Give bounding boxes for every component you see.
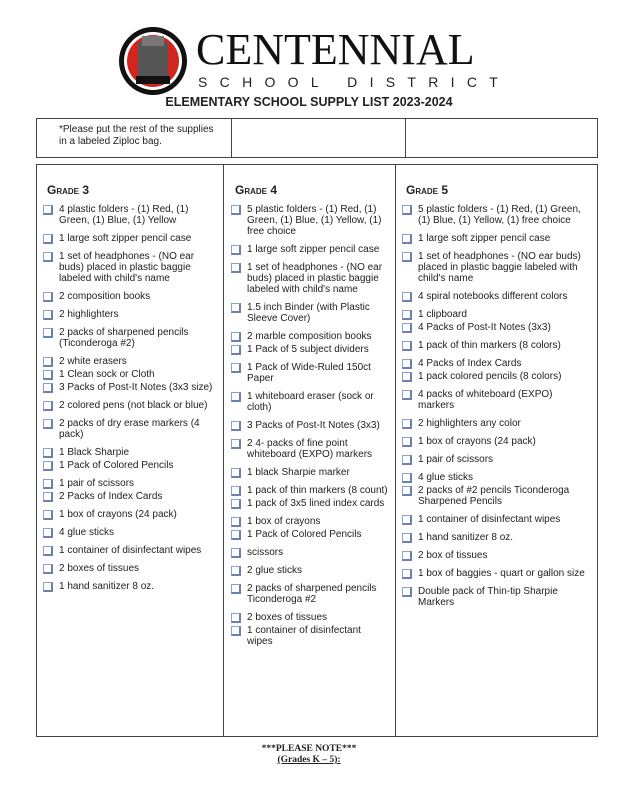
supply-item: [247, 244, 389, 255]
supply-item: [418, 568, 588, 579]
supply-item: [418, 436, 588, 447]
checkbox-icon[interactable]: [231, 530, 241, 540]
supply-item: [59, 251, 217, 284]
supply-item-text: 1 pack of thin markers (8 colors): [418, 340, 561, 351]
supply-item-text: 1 pack colored pencils (8 colors): [418, 371, 562, 382]
supply-item: [247, 583, 389, 605]
top-note-table: [36, 118, 598, 158]
supply-item-text: 5 plastic folders - (1) Red, (1) Green, (1) Blue, (1) Yellow, (1) free choice: [418, 204, 581, 226]
grade-4-column: [235, 183, 389, 647]
grade-3-column: [47, 183, 217, 592]
supply-item: [59, 382, 217, 393]
supply-item: [59, 447, 217, 458]
supply-item-text: 1 pack of thin markers (8 count): [247, 485, 388, 496]
supply-item: [418, 485, 588, 507]
checkbox-icon[interactable]: [231, 486, 241, 496]
checkbox-icon[interactable]: [231, 345, 241, 355]
supply-item: [59, 545, 217, 556]
supply-item: [418, 358, 588, 369]
supply-item-text: 4 Packs of Index Cards: [418, 358, 522, 369]
checkbox-icon[interactable]: [43, 492, 53, 502]
supply-item-text: 2 colored pens (not black or blue): [59, 400, 208, 411]
checkbox-icon[interactable]: [43, 461, 53, 471]
supply-item-text: 1 Pack of Wide-Ruled 150ct Paper: [247, 362, 371, 384]
grade-5-heading: Grade 5: [406, 183, 449, 197]
checkbox-icon[interactable]: [231, 613, 241, 623]
supply-item-text: 1 box of crayons (24 pack): [418, 436, 536, 447]
checkbox-icon[interactable]: [43, 310, 53, 320]
table-divider: [231, 119, 232, 157]
district-letter: I: [369, 74, 374, 90]
table-divider: [405, 119, 406, 157]
district-letter: I: [450, 74, 455, 90]
supply-item: [59, 327, 217, 349]
checkbox-icon[interactable]: [43, 205, 53, 215]
checkbox-icon[interactable]: [231, 363, 241, 373]
supply-item-text: 2 highlighters: [59, 309, 119, 320]
supply-item: [247, 547, 389, 558]
supply-item: [59, 356, 217, 367]
supply-item-text: 2 packs of #2 pencils Ticonderoga Sharpened Pencils: [418, 485, 570, 507]
supply-item: [59, 509, 217, 520]
supply-item-text: 1.5 inch Binder (with Plastic Sleeve Cover): [247, 302, 370, 324]
supply-item: [418, 472, 588, 483]
supply-item: [247, 204, 389, 237]
supply-item-text: 2 boxes of tissues: [247, 612, 328, 623]
supply-item-text: 3 Packs of Post-It Notes (3x3): [247, 420, 380, 431]
district-letter: L: [310, 74, 319, 90]
supply-item: [247, 262, 389, 295]
supply-item: [247, 438, 389, 460]
supply-item-text: 2 marble composition books: [247, 331, 372, 342]
checkbox-icon[interactable]: [402, 390, 412, 400]
district-letter: S: [198, 74, 208, 90]
district-letter: R: [428, 74, 439, 90]
checkbox-icon[interactable]: [402, 437, 412, 447]
checkbox-icon[interactable]: [43, 370, 53, 380]
supply-item-text: 2 packs of dry erase markers (4 pack): [59, 418, 200, 440]
supply-item: [418, 454, 588, 465]
please-note-heading: ***PLEASE NOTE***: [261, 744, 357, 754]
supply-item: [418, 418, 588, 429]
checkbox-icon[interactable]: [231, 332, 241, 342]
page-title: ELEMENTARY SCHOOL SUPPLY LIST 2023-2024: [165, 95, 453, 109]
supply-item-text: 1 Pack of Colored Pencils: [59, 460, 174, 471]
supply-item-text: 2 packs of sharpened pencils (Ticonderoga #2): [59, 327, 189, 349]
checkbox-icon[interactable]: [231, 205, 241, 215]
supply-item-text: 1 set of headphones - (NO ear buds) placed in plastic baggie labeled with child's name: [59, 251, 195, 284]
checkbox-icon[interactable]: [43, 383, 53, 393]
supply-item: [247, 467, 389, 478]
supply-item-text: 4 plastic folders - (1) Red, (1) Green, (1) Blue, (1) Yellow: [59, 204, 189, 226]
checkbox-icon[interactable]: [402, 419, 412, 429]
checkbox-icon[interactable]: [402, 551, 412, 561]
supply-item-text: 1 container of disinfectant wipes: [418, 514, 561, 525]
supply-item: [247, 485, 389, 496]
supply-item-text: 4 packs of whiteboard (EXPO) markers: [418, 389, 553, 411]
supply-item: [247, 420, 389, 431]
checkbox-icon[interactable]: [43, 328, 53, 338]
supply-item-text: 3 Packs of Post-It Notes (3x3 size): [59, 382, 213, 393]
checkbox-icon[interactable]: [402, 252, 412, 262]
checkbox-icon[interactable]: [231, 245, 241, 255]
checkbox-icon[interactable]: [43, 419, 53, 429]
checkbox-icon[interactable]: [43, 528, 53, 538]
supply-item: [59, 309, 217, 320]
checkbox-icon[interactable]: [402, 455, 412, 465]
checkbox-icon[interactable]: [231, 392, 241, 402]
checkbox-icon[interactable]: [43, 234, 53, 244]
supply-item-text: 5 plastic folders - (1) Red, (1) Green, (1) Blue, (1) Yellow, (1) free choice: [247, 204, 382, 237]
please-note-grades: (Grades K – 5):: [277, 755, 341, 765]
checkbox-icon[interactable]: [43, 582, 53, 592]
grade-lists-table: [36, 164, 598, 737]
supply-item-text: 1 hand sanitizer 8 oz.: [418, 532, 514, 543]
supply-item-text: 2 packs of sharpened pencils Ticonderoga #2: [247, 583, 377, 605]
supply-item-text: 1 black Sharpie marker: [247, 467, 350, 478]
supply-item: [59, 369, 217, 380]
checkbox-icon[interactable]: [231, 566, 241, 576]
supply-item: [247, 529, 389, 540]
checkbox-icon[interactable]: [402, 310, 412, 320]
checkbox-icon[interactable]: [231, 468, 241, 478]
supply-item-text: 2 Packs of Index Cards: [59, 491, 163, 502]
grade-5-column: [406, 183, 588, 608]
district-seal-logo: [118, 26, 188, 96]
supply-item: [418, 532, 588, 543]
supply-item: [418, 291, 588, 302]
supply-item: [247, 331, 389, 342]
brand-name: CENTENNIAL: [196, 25, 475, 74]
supply-item-text: 1 Clean sock or Cloth: [59, 369, 155, 380]
supply-item: [247, 612, 389, 623]
supply-item: [247, 344, 389, 355]
district-letter: H: [242, 74, 253, 90]
supply-item-text: 1 pair of scissors: [59, 478, 135, 489]
supply-item: [247, 391, 389, 413]
supply-item: [418, 514, 588, 525]
district-letter: [331, 74, 335, 90]
supply-item-text: 1 clipboard: [418, 309, 467, 320]
supply-item: [418, 251, 588, 284]
supply-item-text: 1 set of headphones - (NO ear buds) placed in plastic baggie labeled with child's name: [418, 251, 581, 284]
checkbox-icon[interactable]: [231, 499, 241, 509]
supply-item: [247, 516, 389, 527]
supply-item: [418, 233, 588, 244]
checkbox-icon[interactable]: [43, 448, 53, 458]
supply-item: [59, 581, 217, 592]
district-letter: O: [264, 74, 276, 90]
grade-3-heading: Grade 3: [47, 183, 90, 197]
checkbox-icon[interactable]: [402, 533, 412, 543]
supply-item-text: scissors: [247, 547, 284, 558]
checkbox-icon[interactable]: [231, 548, 241, 558]
checkbox-icon[interactable]: [402, 359, 412, 369]
supply-item: [247, 565, 389, 576]
checkbox-icon[interactable]: [43, 546, 53, 556]
checkbox-icon[interactable]: [402, 569, 412, 579]
supply-item-text: 4 glue sticks: [418, 472, 474, 483]
supply-item: [247, 302, 389, 324]
checkbox-icon[interactable]: [231, 263, 241, 273]
supply-item: [418, 340, 588, 351]
district-letter: O: [287, 74, 299, 90]
supply-item: [418, 204, 588, 226]
supply-item: [59, 291, 217, 302]
supply-item: [59, 418, 217, 440]
supply-item-text: 1 box of crayons: [247, 516, 321, 527]
checkbox-icon[interactable]: [402, 372, 412, 382]
supply-item: [59, 527, 217, 538]
supply-item-text: 1 large soft zipper pencil case: [247, 244, 380, 255]
supply-item: [59, 478, 217, 489]
checkbox-icon[interactable]: [402, 292, 412, 302]
supply-item-text: Double pack of Thin-tip Sharpie Markers: [418, 586, 558, 608]
checkbox-icon[interactable]: [402, 515, 412, 525]
checkbox-icon[interactable]: [43, 252, 53, 262]
checkbox-icon[interactable]: [231, 303, 241, 313]
supply-item-text: 4 spiral notebooks different colors: [418, 291, 568, 302]
checkbox-icon[interactable]: [231, 439, 241, 449]
supply-item-text: 4 glue sticks: [59, 527, 115, 538]
supply-item-text: 1 box of baggies - quart or gallon size: [418, 568, 585, 579]
supply-item-text: 1 Pack of 5 subject dividers: [247, 344, 369, 355]
column-divider: [395, 165, 396, 736]
supply-item-text: 2 glue sticks: [247, 565, 303, 576]
supply-item-text: 1 container of disinfectant wipes: [247, 625, 361, 647]
district-letter: S: [385, 74, 396, 90]
supply-item-text: 2 boxes of tissues: [59, 563, 140, 574]
checkbox-icon[interactable]: [43, 401, 53, 411]
checkbox-icon[interactable]: [402, 205, 412, 215]
column-divider: [223, 165, 224, 736]
grade-4-heading: Grade 4: [235, 183, 278, 197]
supply-item-text: 1 set of headphones - (NO ear buds) placed in plastic baggie labeled with child's name: [247, 262, 383, 295]
checkbox-icon[interactable]: [43, 292, 53, 302]
checkbox-icon[interactable]: [402, 234, 412, 244]
checkbox-icon[interactable]: [402, 323, 412, 333]
supply-item: [59, 460, 217, 471]
supply-item: [418, 550, 588, 561]
supply-item-text: 2 highlighters any color: [418, 418, 521, 429]
checkbox-icon[interactable]: [43, 510, 53, 520]
supply-item-text: 1 large soft zipper pencil case: [418, 233, 551, 244]
checkbox-icon[interactable]: [43, 357, 53, 367]
supply-item: [59, 400, 217, 411]
supply-item-text: 1 hand sanitizer 8 oz.: [59, 581, 155, 592]
district-letter: C: [219, 74, 230, 90]
supply-item-text: 4 Packs of Post-It Notes (3x3): [418, 322, 551, 333]
supply-item-text: 1 whiteboard eraser (sock or cloth): [247, 391, 374, 413]
supply-item-text: 1 pair of scissors: [418, 454, 494, 465]
supply-item: [247, 498, 389, 509]
district-letter: D: [347, 74, 358, 90]
checkbox-icon[interactable]: [402, 486, 412, 496]
district-letter: T: [407, 74, 416, 90]
ziploc-note: *Please put the rest of the supplies in a labeled Ziploc bag.: [59, 124, 214, 147]
checkbox-icon[interactable]: [43, 564, 53, 574]
supply-item-text: 1 pack of 3x5 lined index cards: [247, 498, 385, 509]
supply-item-text: 2 white erasers: [59, 356, 127, 367]
supply-item: [247, 362, 389, 384]
supply-item-text: 1 Pack of Colored Pencils: [247, 529, 362, 540]
supply-item-text: 1 Black Sharpie: [59, 447, 130, 458]
district-letter: C: [466, 74, 477, 90]
please-note: [0, 744, 618, 766]
checkbox-icon[interactable]: [43, 479, 53, 489]
checkbox-icon[interactable]: [231, 584, 241, 594]
supply-item: [418, 586, 588, 608]
district-subtitle: [198, 74, 498, 90]
checkbox-icon[interactable]: [231, 626, 241, 636]
supply-item: [59, 491, 217, 502]
supply-item: [418, 322, 588, 333]
supply-item: [59, 204, 217, 226]
supply-item-text: 2 box of tissues: [418, 550, 488, 561]
district-letter: T: [489, 74, 498, 90]
checkbox-icon[interactable]: [231, 517, 241, 527]
supply-item-text: 2 composition books: [59, 291, 151, 302]
supply-item: [59, 563, 217, 574]
checkbox-icon[interactable]: [402, 341, 412, 351]
supply-item-text: 1 container of disinfectant wipes: [59, 545, 202, 556]
supply-item: [418, 309, 588, 320]
checkbox-icon[interactable]: [402, 473, 412, 483]
checkbox-icon[interactable]: [231, 421, 241, 431]
supply-item: [59, 233, 217, 244]
supply-item-text: 2 4- packs of fine point whiteboard (EXPO) markers: [247, 438, 373, 460]
checkbox-icon[interactable]: [402, 587, 412, 597]
supply-item: [418, 371, 588, 382]
supply-item-text: 1 box of crayons (24 pack): [59, 509, 177, 520]
supply-item: [418, 389, 588, 411]
supply-item: [247, 625, 389, 647]
supply-item-text: 1 large soft zipper pencil case: [59, 233, 192, 244]
